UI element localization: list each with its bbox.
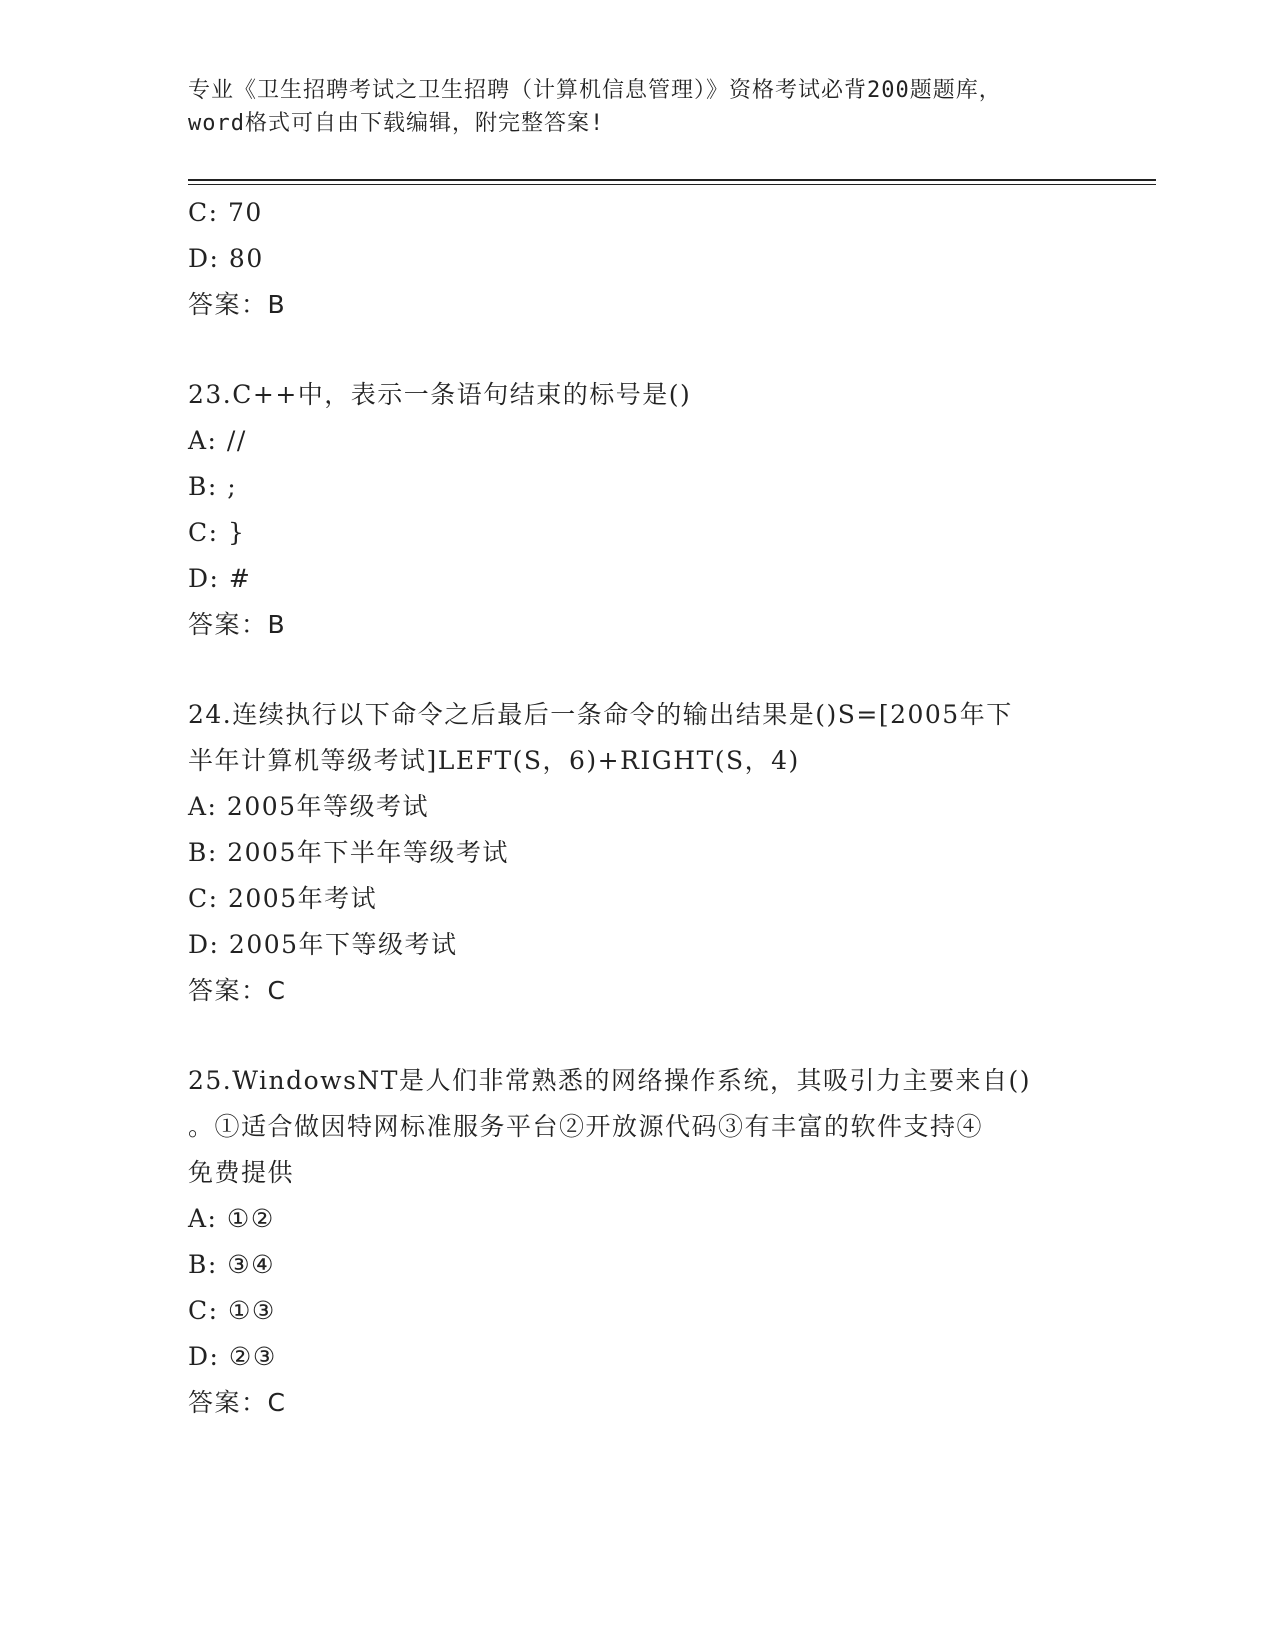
option-d: D: ②③ bbox=[188, 1342, 277, 1371]
question-stem-line-1: 25.WindowsNT是人们非常熟悉的网络操作系统，其吸引力主要来自() bbox=[188, 1066, 1031, 1095]
option-d: D: # bbox=[188, 564, 252, 593]
answer: 答案：C bbox=[188, 1388, 287, 1417]
question-24 bbox=[188, 692, 1088, 1014]
option-d: D: 2005年下等级考试 bbox=[188, 930, 458, 959]
option-b: B: ③④ bbox=[188, 1250, 276, 1279]
option-b: B: ; bbox=[188, 472, 238, 501]
option-c: C: ①③ bbox=[188, 1296, 276, 1325]
answer: 答案：B bbox=[188, 290, 287, 319]
option-d: D: 80 bbox=[188, 244, 264, 273]
option-c: C: 2005年考试 bbox=[188, 884, 378, 913]
option-a: A: // bbox=[188, 426, 247, 455]
question-22-tail bbox=[188, 190, 1088, 328]
question-stem-line-2: 。①适合做因特网标准服务平台②开放源代码③有丰富的软件支持④ bbox=[188, 1112, 984, 1141]
question-stem: 23.C++中，表示一条语句结束的标号是() bbox=[188, 380, 692, 409]
header-line-1: 专业《卫生招聘考试之卫生招聘（计算机信息管理）》资格考试必背200题题库， bbox=[188, 78, 1002, 103]
option-a: A: 2005年等级考试 bbox=[188, 792, 430, 821]
question-stem-line-1: 24.连续执行以下命令之后最后一条命令的输出结果是()S=[2005年下 bbox=[188, 700, 1013, 729]
option-b: B: 2005年下半年等级考试 bbox=[188, 838, 509, 867]
question-25 bbox=[188, 1058, 1088, 1426]
answer: 答案：B bbox=[188, 610, 287, 639]
header-divider bbox=[188, 179, 1156, 185]
document-header bbox=[188, 74, 1088, 140]
document-body bbox=[188, 190, 1088, 1426]
spacer bbox=[188, 328, 1088, 372]
option-c: C: } bbox=[188, 518, 246, 547]
option-a: A: ①② bbox=[188, 1204, 275, 1233]
option-c: C: 70 bbox=[188, 198, 263, 227]
spacer bbox=[188, 1014, 1088, 1058]
question-23 bbox=[188, 372, 1088, 648]
answer: 答案：C bbox=[188, 976, 287, 1005]
header-line-2: word格式可自由下载编辑，附完整答案! bbox=[188, 111, 605, 136]
question-stem-line-3: 免费提供 bbox=[188, 1158, 295, 1187]
spacer bbox=[188, 648, 1088, 692]
question-stem-line-2: 半年计算机等级考试]LEFT(S，6)+RIGHT(S，4) bbox=[188, 746, 800, 775]
